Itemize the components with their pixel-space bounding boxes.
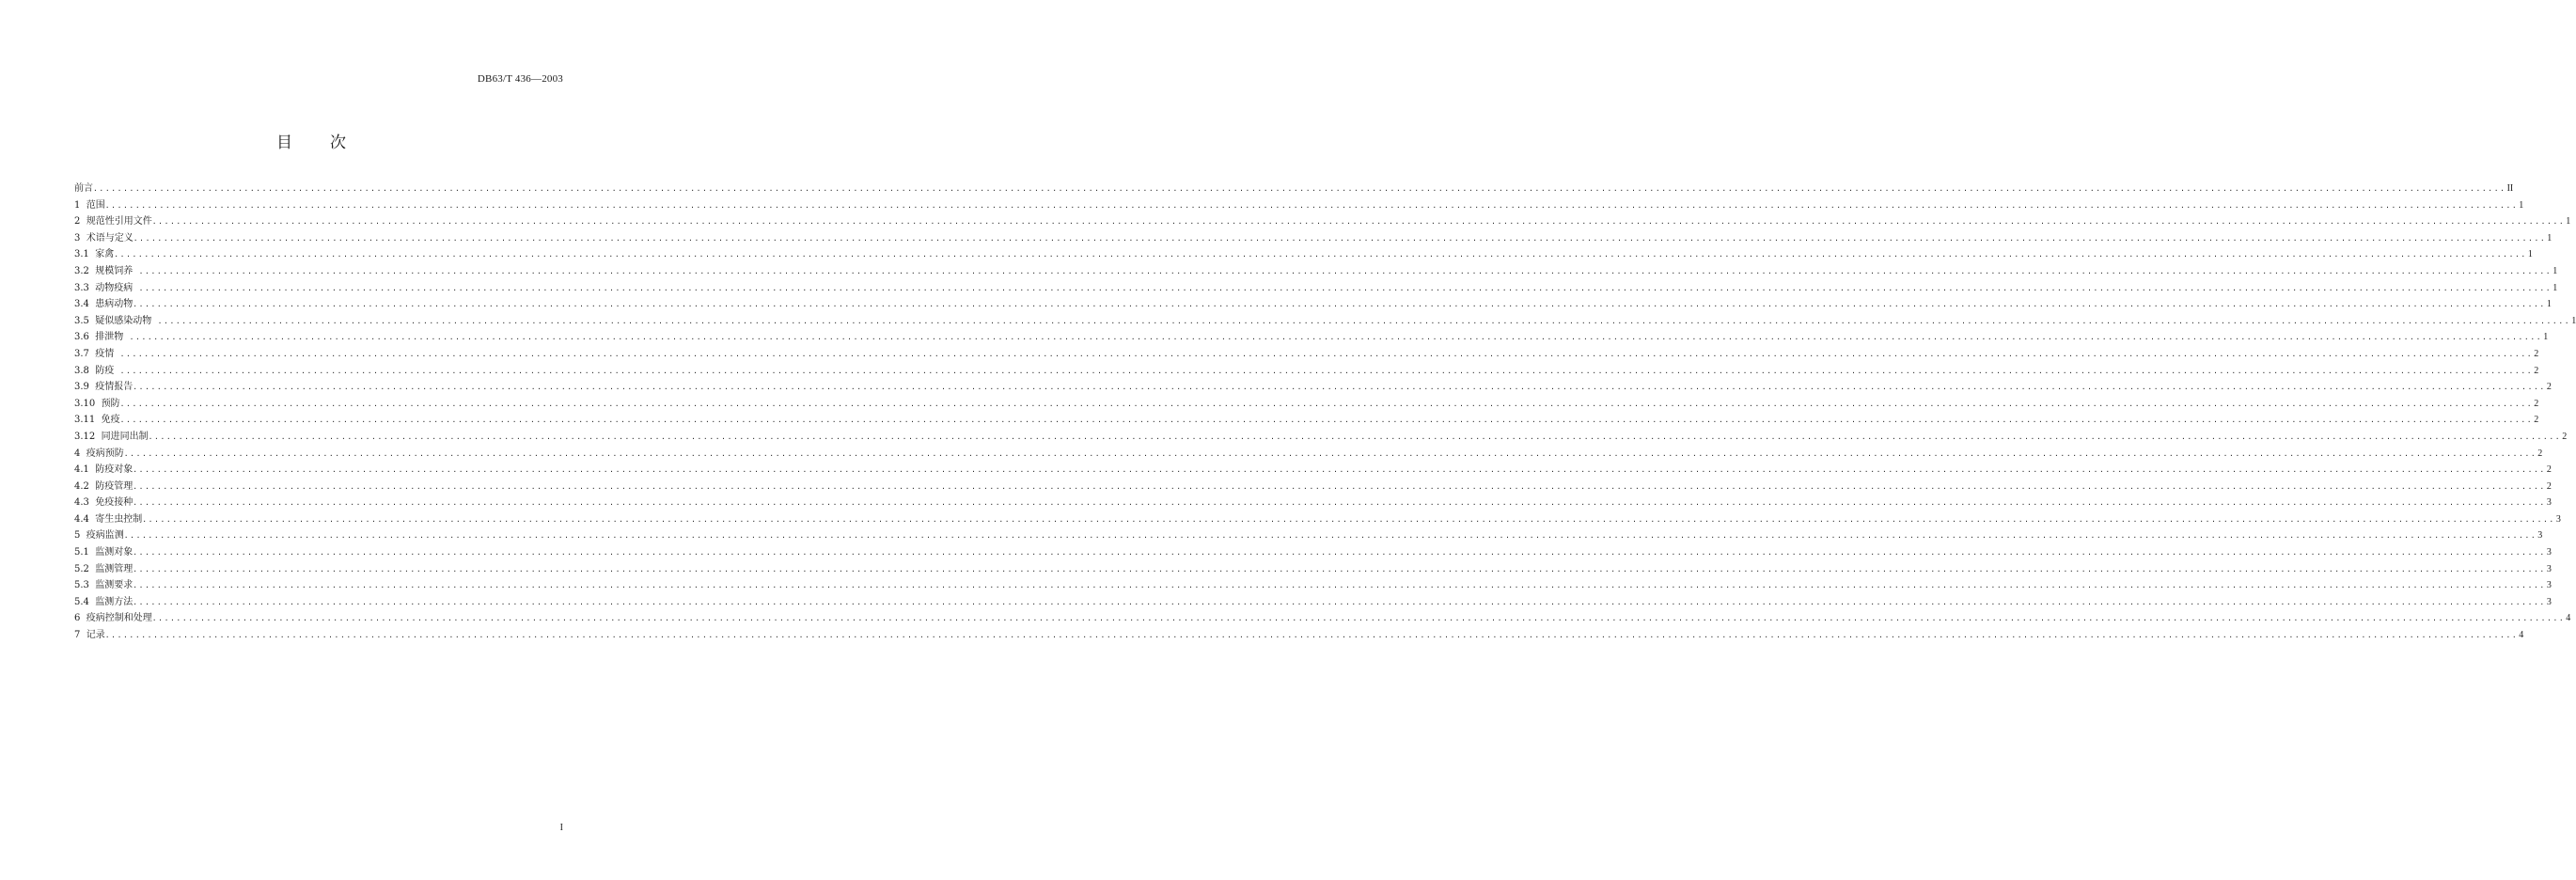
toc-entry-page: 4 [2566, 613, 2571, 624]
toc-dot-leader: ................................................................................................................................................................................................................................................................................................................................................................................................................ [151, 614, 2566, 623]
toc-entry-page: 3 [2555, 513, 2561, 525]
toc-entry-label: 4.3 免疫接种 [74, 497, 134, 509]
toc-dot-leader: ................................................................................................................................................................................................................................................................................................................................................................................................................ [119, 399, 2534, 408]
toc-entry-page: 3 [2546, 563, 2552, 574]
toc-entry-page: 2 [2546, 464, 2552, 476]
title-char-1: 目 [276, 134, 292, 152]
toc-dot-leader: ................................................................................................................................................................................................................................................................................................................................................................................................................ [133, 481, 2546, 491]
toc-entry-page: 3 [2546, 547, 2552, 558]
toc-dot-leader: ................................................................................................................................................................................................................................................................................................................................................................................................................ [133, 465, 2546, 475]
toc-dot-leader: ................................................................................................................................................................................................................................................................................................................................................................................................................ [133, 564, 2546, 574]
toc-entry-label: 5.3 监测要求 [74, 580, 134, 591]
toc-entry-label: 3.1 家禽 [74, 249, 115, 260]
toc-entry-label: 7 记录 [74, 630, 105, 641]
toc-dot-leader: ................................................................................................................................................................................................................................................................................................................................................................................................................ [133, 498, 2546, 508]
toc-dot-leader: ................................................................................................................................................................................................................................................................................................................................................................................................................ [129, 333, 2543, 342]
toc-entry[interactable] [74, 379, 2552, 396]
toc-entry-label: 3.5 疑似感染动物 [74, 315, 158, 326]
toc-dot-leader: ................................................................................................................................................................................................................................................................................................................................................................................................................ [138, 266, 2552, 275]
toc-entry-page: 1 [2571, 315, 2576, 326]
toc-entry[interactable] [74, 577, 2552, 594]
toc-entry-label: 3.6 排泄物 [74, 332, 130, 343]
toc-entry-label: 4.2 防疫管理 [74, 480, 134, 492]
toc-entry[interactable] [74, 462, 2552, 479]
toc-entry[interactable] [74, 412, 2539, 429]
toc-dot-leader: ................................................................................................................................................................................................................................................................................................................................................................................................................ [157, 316, 2571, 325]
toc-entry-page: 2 [2562, 431, 2568, 442]
toc-dot-leader: ................................................................................................................................................................................................................................................................................................................................................................................................................ [138, 283, 2552, 292]
toc-entry-page: 1 [2552, 265, 2558, 276]
toc-entry-label: 4.4 寄生虫控制 [74, 513, 143, 525]
document-code: DB63/T 436—2003 [477, 73, 563, 85]
toc-entry-page: 1 [2527, 249, 2533, 260]
toc-entry-page: 2 [2546, 480, 2552, 492]
toc-entry-label: 3.9 疫情报告 [74, 382, 134, 393]
toc-entry-page: 2 [2537, 448, 2543, 459]
toc-entry-label: 前言 [74, 183, 93, 194]
toc-entry[interactable] [74, 495, 2552, 511]
toc-entry-label: 2 规范性引用文件 [74, 216, 152, 228]
toc-entry-label: 3.8 防疫 [74, 365, 120, 376]
toc-entry-label: 5.1 监测对象 [74, 547, 134, 558]
toc-entry-label: 3.3 动物疫病 [74, 282, 139, 293]
toc-dot-leader: ................................................................................................................................................................................................................................................................................................................................................................................................................ [151, 217, 2566, 227]
toc-entry-page: 2 [2534, 398, 2539, 409]
toc-entry[interactable] [74, 263, 2558, 280]
toc-entry[interactable] [74, 446, 2543, 463]
toc-entry[interactable] [74, 197, 2524, 214]
toc-dot-leader: ................................................................................................................................................................................................................................................................................................................................................................................................................ [133, 548, 2546, 558]
toc-entry[interactable] [74, 429, 2568, 446]
toc-entry-label: 3.4 患病动物 [74, 299, 134, 310]
toc-entry[interactable] [74, 346, 2539, 363]
toc-entry[interactable] [74, 544, 2552, 561]
toc-entry-label: 4.1 防疫对象 [74, 464, 134, 476]
toc-dot-leader: ................................................................................................................................................................................................................................................................................................................................................................................................................ [114, 250, 2527, 259]
page-number: I [559, 823, 563, 833]
toc-entry[interactable] [74, 511, 2561, 528]
toc-dot-leader: ................................................................................................................................................................................................................................................................................................................................................................................................................ [133, 581, 2546, 590]
toc-entry-label: 3.10 预防 [74, 398, 120, 409]
toc-dot-leader: ................................................................................................................................................................................................................................................................................................................................................................................................................ [142, 514, 2555, 524]
toc-entry-label: 5 疫病监测 [74, 530, 124, 542]
toc-entry[interactable] [74, 246, 2533, 263]
toc-entry-page: 1 [2566, 216, 2571, 228]
toc-entry[interactable] [74, 230, 2552, 247]
toc-entry-page: 4 [2519, 630, 2524, 641]
toc-dot-leader: ................................................................................................................................................................................................................................................................................................................................................................................................................ [133, 233, 2547, 243]
toc-entry-page: 2 [2546, 382, 2552, 393]
toc-dot-leader: ................................................................................................................................................................................................................................................................................................................................................................................................................ [133, 597, 2546, 606]
toc-entry-page: 1 [2552, 282, 2558, 293]
toc-entry-page: 3 [2546, 580, 2552, 591]
toc-dot-leader: ................................................................................................................................................................................................................................................................................................................................................................................................................ [119, 416, 2534, 425]
toc-entry-page: 3 [2546, 596, 2552, 607]
toc-entry[interactable] [74, 396, 2539, 413]
toc-entry[interactable] [74, 313, 2576, 330]
toc-entry[interactable] [74, 280, 2558, 297]
toc-entry-page: II [2506, 183, 2514, 194]
toc-entry-label: 3.12 同进同出制 [74, 431, 149, 442]
toc-entry-page: 1 [2519, 199, 2524, 211]
toc-entry-label: 1 范围 [74, 199, 105, 211]
toc-entry[interactable] [74, 527, 2543, 544]
toc-entry[interactable] [74, 363, 2539, 380]
toc-entry-page: 2 [2534, 348, 2539, 359]
toc-entry-page: 2 [2534, 365, 2539, 376]
toc-dot-leader: ................................................................................................................................................................................................................................................................................................................................................................................................................ [119, 366, 2534, 375]
toc-entry[interactable] [74, 561, 2552, 578]
toc-dot-leader: ................................................................................................................................................................................................................................................................................................................................................................................................................ [119, 349, 2534, 358]
toc-entry-label: 3.2 规模饲养 [74, 265, 139, 276]
toc-entry[interactable] [74, 594, 2552, 611]
toc-dot-leader: ................................................................................................................................................................................................................................................................................................................................................................................................................ [133, 300, 2546, 309]
toc-entry-page: 3 [2537, 530, 2543, 542]
toc-entry-page: 1 [2543, 332, 2549, 343]
toc-entry-label: 5.2 监测管理 [74, 563, 134, 574]
title-char-2: 次 [330, 134, 346, 152]
toc-entry-page: 1 [2547, 232, 2552, 244]
toc-entry-label: 3.11 免疫 [74, 415, 120, 426]
toc-entry-label: 4 疫病预防 [74, 448, 124, 459]
toc-entry-page: 2 [2534, 415, 2539, 426]
page-title [0, 129, 622, 152]
toc-entry-label: 3.7 疫情 [74, 348, 120, 359]
toc-dot-leader: ................................................................................................................................................................................................................................................................................................................................................................................................................ [123, 531, 2537, 541]
toc-entry[interactable] [74, 296, 2552, 313]
toc-entry[interactable] [74, 479, 2552, 495]
toc-dot-leader: ................................................................................................................................................................................................................................................................................................................................................................................................................ [133, 383, 2546, 392]
toc-entry[interactable] [74, 627, 2524, 644]
toc-entry[interactable] [74, 181, 2514, 197]
toc-entry-label: 5.4 监测方法 [74, 596, 134, 607]
toc-entry-page: 1 [2546, 299, 2552, 310]
toc-entry[interactable] [74, 213, 2571, 230]
toc-entry[interactable] [74, 329, 2549, 346]
toc-dot-leader: ................................................................................................................................................................................................................................................................................................................................................................................................................ [104, 200, 2519, 210]
toc-dot-leader: ................................................................................................................................................................................................................................................................................................................................................................................................................ [123, 448, 2537, 458]
toc-dot-leader: ................................................................................................................................................................................................................................................................................................................................................................................................................ [104, 631, 2519, 640]
toc-entry-label: 6 疫病控制和处理 [74, 613, 152, 624]
toc-entry-label: 3 术语与定义 [74, 232, 134, 244]
table-of-contents [74, 181, 2576, 644]
toc-dot-leader: ................................................................................................................................................................................................................................................................................................................................................................................................................ [93, 184, 2506, 193]
toc-dot-leader: ................................................................................................................................................................................................................................................................................................................................................................................................................ [148, 432, 2562, 441]
toc-entry-page: 3 [2546, 497, 2552, 509]
toc-entry[interactable] [74, 610, 2571, 627]
